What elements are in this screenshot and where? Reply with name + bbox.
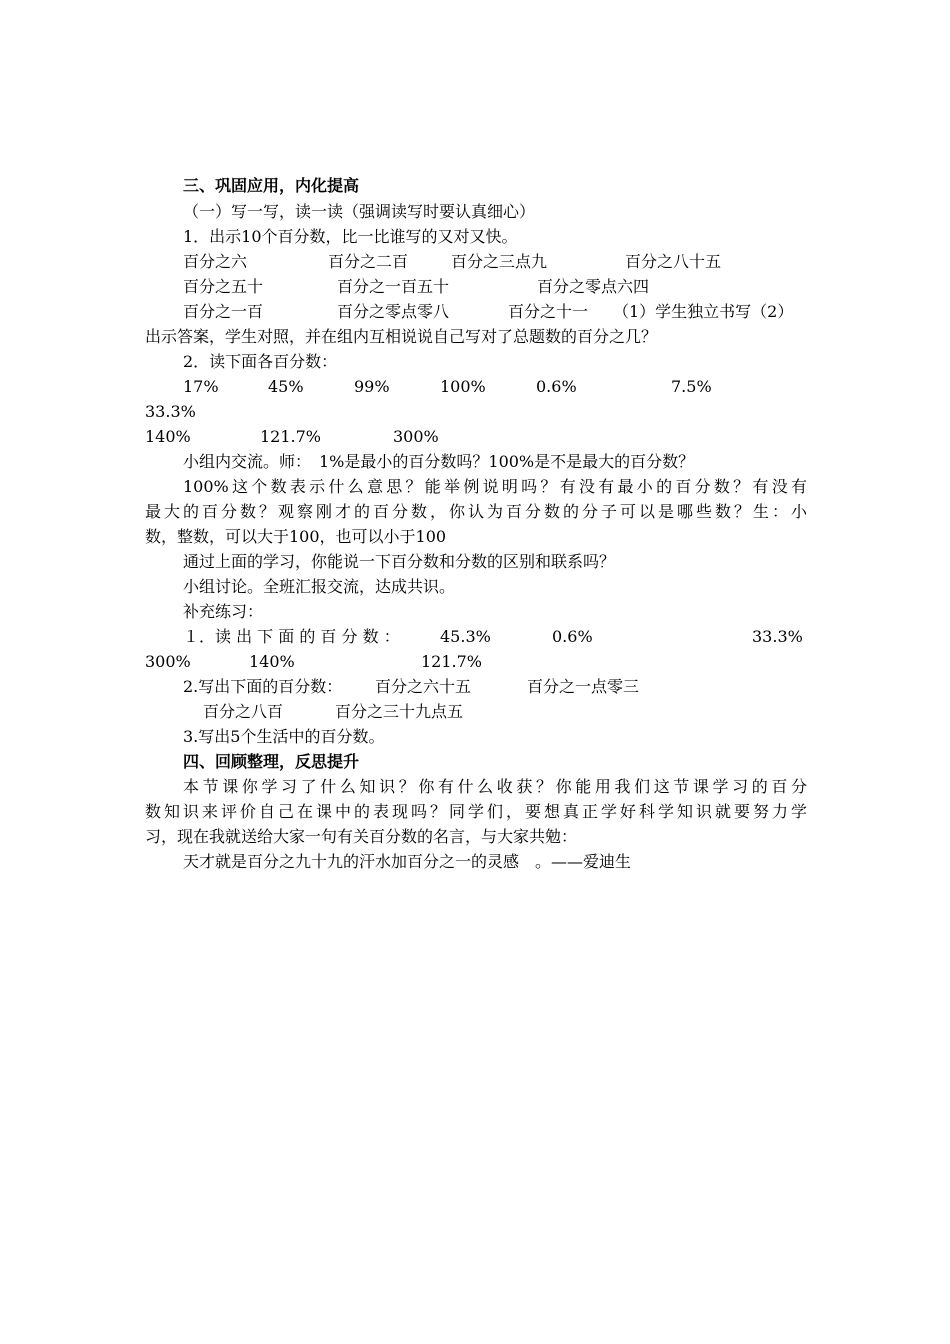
percent-word: 百分之六十五 bbox=[375, 677, 472, 696]
review-paragraph-line-2: 数知识来评价自己在课中的表现吗？同学们，要想真正学好科学知识就要努力学 bbox=[145, 802, 807, 821]
percent-number: 33.3% bbox=[145, 402, 196, 421]
subsection-title: （一）写一写，读一读（强调读写时要认真细心） bbox=[183, 202, 536, 221]
discussion-line-1: 小组内交流。师： 1%是最小的百分数吗？100%是不是最大的百分数？ bbox=[183, 452, 695, 471]
percent-numbers-row-3 bbox=[0, 424, 950, 449]
discussion-line-4: 数，整数，可以大于100，也可以小于100 bbox=[145, 527, 447, 546]
percent-number: 17% bbox=[183, 377, 219, 396]
percent-word: 百分之五十 bbox=[183, 277, 264, 296]
percent-word: 百分之零点六四 bbox=[537, 277, 650, 296]
exercise-item-2: 2．读下面各百分数： bbox=[183, 352, 338, 371]
extra-exercise-2 bbox=[0, 674, 950, 699]
percent-word: 百分之三十九点五 bbox=[335, 702, 464, 721]
percent-words-row-2 bbox=[0, 274, 950, 299]
percent-number: 300% bbox=[393, 427, 439, 446]
quote: 天才就是百分之九十九的汗水加百分之一的灵感 。——爱迪生 bbox=[183, 852, 632, 871]
instruction-continuation: 出示答案，学生对照，并在组内互相说说自己写对了总题数的百分之几？ bbox=[145, 327, 658, 346]
extra-exercise-3: 3.写出5个生活中的百分数。 bbox=[183, 727, 385, 746]
percent-number: 33.3% bbox=[752, 627, 803, 646]
percent-number: 0.6% bbox=[536, 377, 577, 396]
percent-word: 百分之一点零三 bbox=[527, 677, 640, 696]
percent-word: 百分之八十五 bbox=[625, 252, 722, 271]
review-paragraph-line-3: 习，现在我就送给大家一句有关百分数的名言，与大家共勉： bbox=[145, 827, 578, 846]
percent-number: 121.7% bbox=[421, 652, 483, 671]
percent-number: 140% bbox=[249, 652, 295, 671]
exercise-item-1: 1．出示10个百分数，比一比谁写的又对又快。 bbox=[183, 227, 518, 246]
percent-word: 百分之零点零八 bbox=[337, 302, 450, 321]
percent-number: 7.5% bbox=[671, 377, 712, 396]
section-heading-3: 三、巩固应用，内化提高 bbox=[183, 176, 360, 195]
percent-word: 百分之六 bbox=[183, 252, 248, 271]
percent-number: 0.6% bbox=[552, 627, 593, 646]
section-heading-4: 四、回顾整理，反思提升 bbox=[183, 752, 360, 771]
percent-word: 百分之三点九 bbox=[451, 252, 548, 271]
extra-exercise-1 bbox=[0, 624, 950, 649]
extra-exercise-2-row-2 bbox=[0, 699, 950, 724]
instruction-text: （1）学生独立书写（2） bbox=[613, 302, 794, 321]
percent-number: 99% bbox=[354, 377, 390, 396]
exercise-label: 2.写出下面的百分数： bbox=[183, 677, 343, 696]
percent-number: 45.3% bbox=[440, 627, 491, 646]
discussion-line-3: 最大的百分数？观察刚才的百分数，你认为百分数的分子可以是哪些数？生：小 bbox=[145, 502, 807, 521]
percent-number: 45% bbox=[268, 377, 304, 396]
percent-word: 百分之一百 bbox=[183, 302, 264, 321]
extra-practice-title: 补充练习： bbox=[183, 602, 264, 621]
extra-exercise-1-row-2 bbox=[0, 649, 950, 674]
percent-number: 100% bbox=[440, 377, 486, 396]
group-discussion: 小组讨论。全班汇报交流，达成共识。 bbox=[183, 577, 456, 596]
percent-word: 百分之一百五十 bbox=[337, 277, 450, 296]
exercise-label: １．读 出 下 面 的 百 分 数 ： bbox=[183, 627, 400, 646]
percent-word: 百分之十一 bbox=[508, 302, 589, 321]
percent-numbers-row-1 bbox=[0, 374, 950, 399]
discussion-line-2: 100%这个数表示什么意思？能举例说明吗？有没有最小的百分数？有没有 bbox=[183, 477, 807, 496]
percent-number: 121.7% bbox=[260, 427, 322, 446]
percent-number: 300% bbox=[145, 652, 191, 671]
percent-words-row-3 bbox=[0, 299, 950, 324]
percent-word: 百分之二百 bbox=[328, 252, 409, 271]
connection-question: 通过上面的学习，你能说一下百分数和分数的区别和联系吗？ bbox=[183, 552, 616, 571]
percent-word: 百分之八百 bbox=[203, 702, 284, 721]
percent-words-row-1 bbox=[0, 249, 950, 274]
review-paragraph-line-1: 本节课你学习了什么知识？你有什么收获？你能用我们这节课学习的百分 bbox=[183, 777, 807, 796]
percent-number: 140% bbox=[145, 427, 191, 446]
